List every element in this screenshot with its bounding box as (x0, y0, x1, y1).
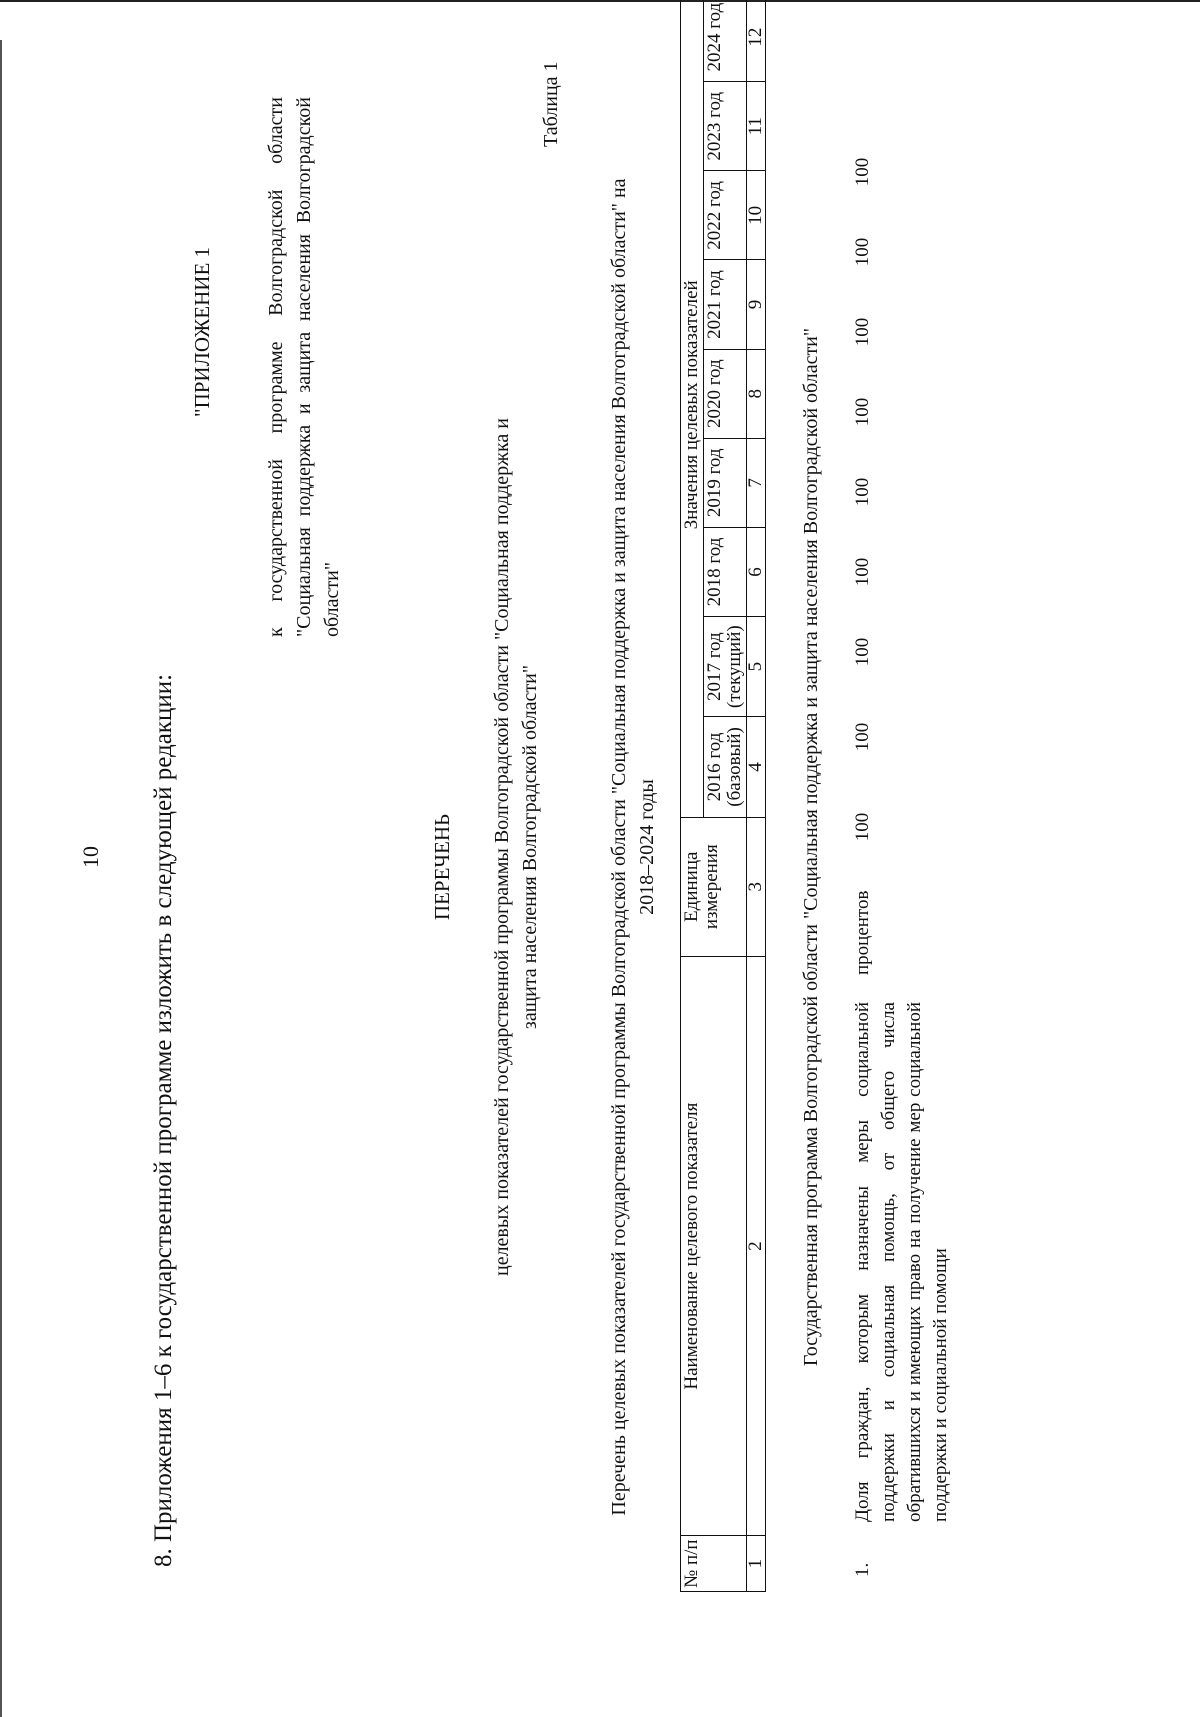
header-year: 2019 год (704, 438, 747, 527)
row-value-2023: 100 (852, 237, 873, 267)
row-value-2018: 100 (852, 637, 873, 667)
header-year: 2020 год (704, 349, 747, 438)
column-number: 4 (747, 717, 766, 817)
column-number: 9 (747, 260, 766, 349)
column-number: 10 (747, 171, 766, 260)
intro-paragraph: 8. Приложения 1–6 к государственной программе изложить в следующей редакции: (150, 673, 177, 1567)
column-number: 5 (747, 617, 766, 717)
header-name: Наименование целевого показателя (681, 956, 747, 1535)
table-label: Таблица 1 (540, 61, 562, 147)
header-year: 2017 год (текущий) (704, 617, 747, 717)
column-number-row (747, 0, 766, 1592)
header-no: № п/п (681, 1536, 747, 1592)
header-year: 2016 год (базовый) (704, 717, 747, 817)
row-value-2024: 100 (852, 157, 873, 187)
list-heading: ПЕРЕЧЕНЬ (430, 813, 454, 921)
column-number: 3 (747, 817, 766, 956)
row-value-2022: 100 (852, 317, 873, 347)
row-value-2021: 100 (852, 397, 873, 427)
header-unit: Единица измерения (681, 817, 747, 956)
appendix-caption: к государственной программе Волгоградской области "Социальная поддержка и защита населения Волгоградской области" (265, 97, 343, 637)
appendix-heading: "ПРИЛОЖЕНИЕ 1 (190, 246, 214, 417)
header-values-group: Значения целевых показателей (681, 0, 704, 817)
header-year: 2024 год (704, 0, 747, 82)
row-indicator-name: Доля граждан, которым назначены меры социальной поддержки и социальная помощь, от общего числа обратившихся и имеющих право на получение мер социальной поддержки и социальной помощи (852, 1002, 951, 1522)
row-number: 1. (852, 1562, 873, 1577)
column-number: 12 (747, 0, 766, 82)
column-number: 2 (747, 956, 766, 1535)
table-caption: Перечень целевых показателей государственной программы Волгоградской области "Социальная поддержка и защита населения Волгоградской области" на 2018–2024 годы (608, 178, 658, 1516)
program-section-title: Государственная программа Волгоградской области "Социальная поддержка и защита населения Волгоградской области" (800, 327, 822, 1367)
table-header-row (681, 0, 704, 1592)
header-year: 2018 год (704, 527, 747, 616)
column-number: 6 (747, 527, 766, 616)
column-number: 7 (747, 438, 766, 527)
column-number: 1 (747, 1536, 766, 1592)
column-number: 8 (747, 349, 766, 438)
targets-table (680, 0, 766, 1592)
row-unit: процентов (852, 890, 873, 975)
row-value-2020: 100 (852, 477, 873, 507)
column-number: 11 (747, 82, 766, 171)
header-year: 2022 год (704, 171, 747, 260)
row-value-2017: 100 (852, 722, 873, 752)
list-caption: целевых показателей государственной программы Волгоградской области "Социальная поддержка и защита населения Волгоградской области" (491, 418, 541, 1276)
page-number: 10 (78, 846, 103, 868)
header-year: 2021 год (704, 260, 747, 349)
row-value-2016: 100 (852, 812, 873, 842)
header-year: 2023 год (704, 82, 747, 171)
row-value-2019: 100 (852, 557, 873, 587)
